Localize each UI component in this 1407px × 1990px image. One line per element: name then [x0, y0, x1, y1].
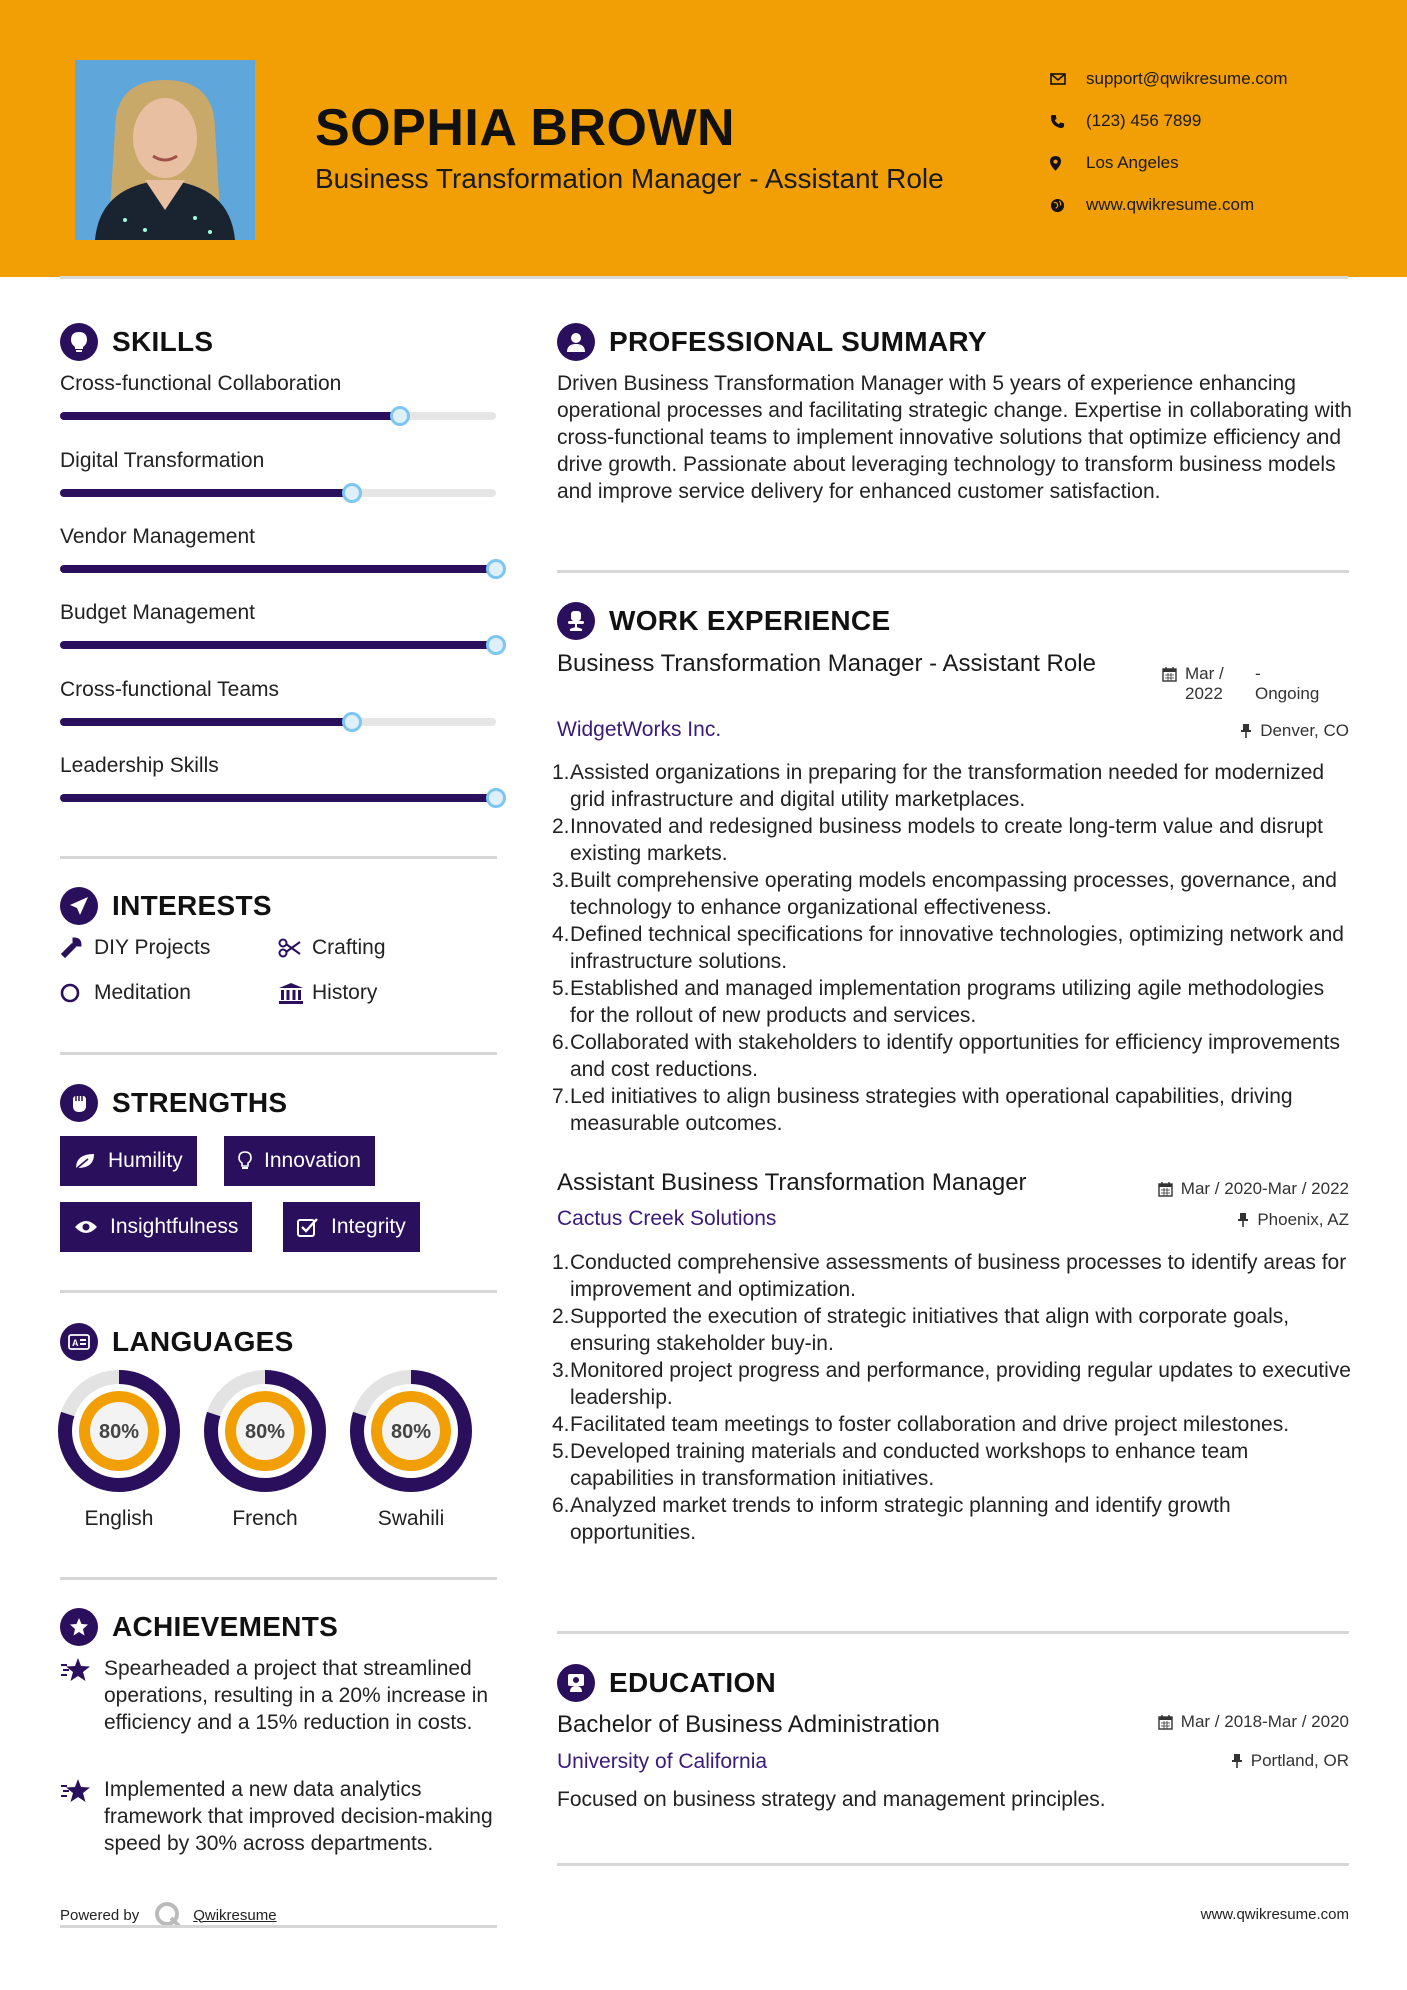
summary-heading: PROFESSIONAL SUMMARY [557, 323, 987, 361]
strength-chip: Innovation [224, 1136, 375, 1186]
qwikresume-link[interactable]: Qwikresume [193, 1906, 277, 1924]
contact-list [1050, 58, 1288, 226]
skill-item: Cross-functional Teams [60, 678, 500, 702]
list-item: 6. Collaborated with stakeholders to identify opportunities for efficiency improvements and cost reductions. [552, 1031, 1341, 1081]
company-name: Cactus Creek Solutions [557, 1207, 777, 1230]
skill-item: Leadership Skills [60, 754, 500, 778]
strength-chip: Insightfulness [60, 1202, 252, 1252]
user-icon [557, 323, 595, 361]
list-item: 2. Innovated and redesigned business models to create long-term value and disrupt existing markets. [552, 815, 1323, 865]
job-title: Business Transformation Manager - Assistant Role [557, 650, 1096, 677]
contact-website[interactable]: www.qwikresume.com [1050, 184, 1288, 226]
contact-phone[interactable]: (123) 456 7899 [1050, 100, 1288, 142]
profile-photo [75, 60, 255, 240]
interest-item: Meditation [60, 981, 191, 1005]
globe-icon [1050, 198, 1086, 213]
svg-text:80%: 80% [390, 1421, 432, 1443]
paper-plane-icon [60, 887, 98, 925]
language-item: 80% French [203, 1369, 327, 1531]
list-item: 4. Facilitated team meetings to foster collaboration and drive project milestones. [552, 1413, 1290, 1436]
achievements-heading: ACHIEVEMENTS [60, 1608, 338, 1646]
list-item: 3. Monitored project progress and performance, providing regular updates to executive leadership. [552, 1359, 1351, 1409]
language-ring [349, 1369, 473, 1493]
job-title: Assistant Business Transformation Manager [557, 1169, 1027, 1196]
eye-icon [74, 1219, 98, 1235]
strengths-heading: STRENGTHS [60, 1084, 287, 1122]
calendar-icon [1162, 664, 1177, 682]
section-divider [557, 570, 1349, 573]
footer-divider [60, 1925, 497, 1928]
education-description: Focused on business strategy and management principles. [557, 1788, 1106, 1811]
list-item: 5. Developed training materials and conducted workshops to enhance team capabilities in transformation initiatives. [552, 1440, 1249, 1490]
office-chair-icon [557, 602, 595, 640]
raised-fist-icon [60, 1084, 98, 1122]
wrench-icon [60, 937, 94, 959]
email-icon [1050, 73, 1086, 85]
museum-icon [278, 982, 312, 1004]
phone-icon [1050, 114, 1086, 129]
interest-item: History [278, 981, 377, 1005]
language-item: 80% Swahili [349, 1369, 473, 1531]
language-icon [60, 1323, 98, 1361]
star-badge-icon [60, 1608, 98, 1646]
job-date: Mar / 2020-Mar / 2022 [1158, 1179, 1349, 1199]
star-icon [60, 1655, 104, 1736]
svg-text:80%: 80% [244, 1421, 286, 1443]
skills-heading: SKILLS [60, 323, 213, 361]
list-item: 5. Established and managed implementation programs utilizing agile methodologies for the rollout of new products and services. [552, 977, 1325, 1027]
job-date: Mar / 2022 - Ongoing [1162, 664, 1325, 704]
education-location: Portland, OR [1231, 1751, 1349, 1771]
section-divider [60, 1577, 497, 1580]
pushpin-icon [1231, 1751, 1243, 1769]
graduate-icon [557, 1664, 595, 1702]
section-divider [60, 1052, 497, 1055]
section-divider [60, 856, 497, 859]
contact-email[interactable]: support@qwikresume.com [1050, 58, 1288, 100]
strength-chip: Integrity [283, 1202, 420, 1252]
list-item: 4. Defined technical specifications for innovative technologies, optimizing network and infrastructure solutions. [552, 923, 1344, 973]
circle-icon [60, 982, 94, 1004]
skill-item: Vendor Management [60, 525, 500, 549]
calendar-icon [1158, 1712, 1173, 1730]
job-location: Denver, CO [1240, 721, 1349, 741]
list-item: 7. Led initiatives to align business strategies with operational capabilities, driving measurable outcomes. [552, 1085, 1293, 1135]
list-item: 2. Supported the execution of strategic initiatives that align with corporate goals, ensuring stakeholder buy-in. [552, 1305, 1290, 1355]
calendar-icon [1158, 1179, 1173, 1197]
strength-chip: Humility [60, 1136, 197, 1186]
interests-heading: INTERESTS [60, 887, 272, 925]
svg-text:80%: 80% [98, 1421, 140, 1443]
achievement-item: Spearheaded a project that streamlined operations, resulting in a 20% increase in efficiency and a 15% reduction in costs. [60, 1655, 500, 1736]
job-location: Phoenix, AZ [1237, 1210, 1349, 1230]
language-item: 80% English [57, 1369, 181, 1531]
list-item: 3. Built comprehensive operating models encompassing processes, governance, and technology to enhance organizational effectiveness. [552, 869, 1337, 919]
skill-bar [60, 412, 496, 420]
skill-bar [60, 489, 496, 497]
skill-item: Digital Transformation [60, 449, 500, 473]
powered-by: Powered by Qwikresume [60, 1900, 277, 1930]
job-bullets [552, 1249, 1352, 1546]
education-date: Mar / 2018-Mar / 2020 [1158, 1712, 1349, 1732]
pushpin-icon [1237, 1210, 1249, 1228]
language-ring [203, 1369, 327, 1493]
skill-item: Cross-functional Collaboration [60, 372, 500, 396]
section-divider [557, 1631, 1349, 1634]
leaf-icon [74, 1152, 96, 1170]
skill-bar [60, 641, 496, 649]
pushpin-icon [1240, 721, 1252, 739]
lightbulb-icon [60, 323, 98, 361]
skill-bar [60, 565, 496, 573]
scissors-icon [278, 938, 312, 958]
section-divider [557, 1863, 1349, 1866]
header-banner [0, 0, 1407, 277]
candidate-name: SOPHIA BROWN [315, 99, 736, 157]
interest-item: DIY Projects [60, 936, 210, 960]
summary-text: Driven Business Transformation Manager with 5 years of experience enhancing operational processes and facilitating strategic change. Expertise in collaborating with cross-functional teams to implement innovative solutions that optimize efficiency and drive growth. Passionate about leveraging technology to transform business models and improve service delivery for enhanced customer satisfaction. [557, 372, 1352, 503]
checkbox-icon [297, 1217, 319, 1237]
star-icon [60, 1776, 104, 1857]
skill-item: Budget Management [60, 601, 500, 625]
svg-text:A: A [72, 1338, 79, 1348]
school-name: University of California [557, 1750, 768, 1773]
candidate-title: Business Transformation Manager - Assistant Role [315, 163, 944, 194]
degree-title: Bachelor of Business Administration [557, 1711, 940, 1738]
languages-heading: A LANGUAGES [60, 1323, 294, 1361]
education-heading: EDUCATION [557, 1664, 776, 1702]
contact-location: Los Angeles [1050, 142, 1288, 184]
list-item: 1. Assisted organizations in preparing for the transformation needed for modernized grid infrastructure and digital utility marketplaces. [552, 761, 1325, 811]
company-name: WidgetWorks Inc. [557, 718, 722, 741]
list-item: 1. Conducted comprehensive assessments of business processes to identify areas for improvement and optimization. [552, 1251, 1347, 1301]
location-pin-icon [1050, 156, 1086, 171]
interest-item: Crafting [278, 936, 386, 960]
skill-bar [60, 794, 496, 802]
skill-bar [60, 718, 496, 726]
footer-website[interactable]: www.qwikresume.com [1200, 1906, 1349, 1923]
experience-heading: WORK EXPERIENCE [557, 602, 890, 640]
lightbulb-icon [238, 1151, 252, 1171]
language-ring [57, 1369, 181, 1493]
achievement-item: Implemented a new data analytics framework that improved decision-making speed by 30% across departments. [60, 1776, 500, 1857]
job-bullets [552, 759, 1352, 1137]
section-divider [60, 1290, 497, 1293]
header-divider [60, 276, 1348, 279]
list-item: 6. Analyzed market trends to inform strategic planning and identify growth opportunities. [552, 1494, 1231, 1544]
